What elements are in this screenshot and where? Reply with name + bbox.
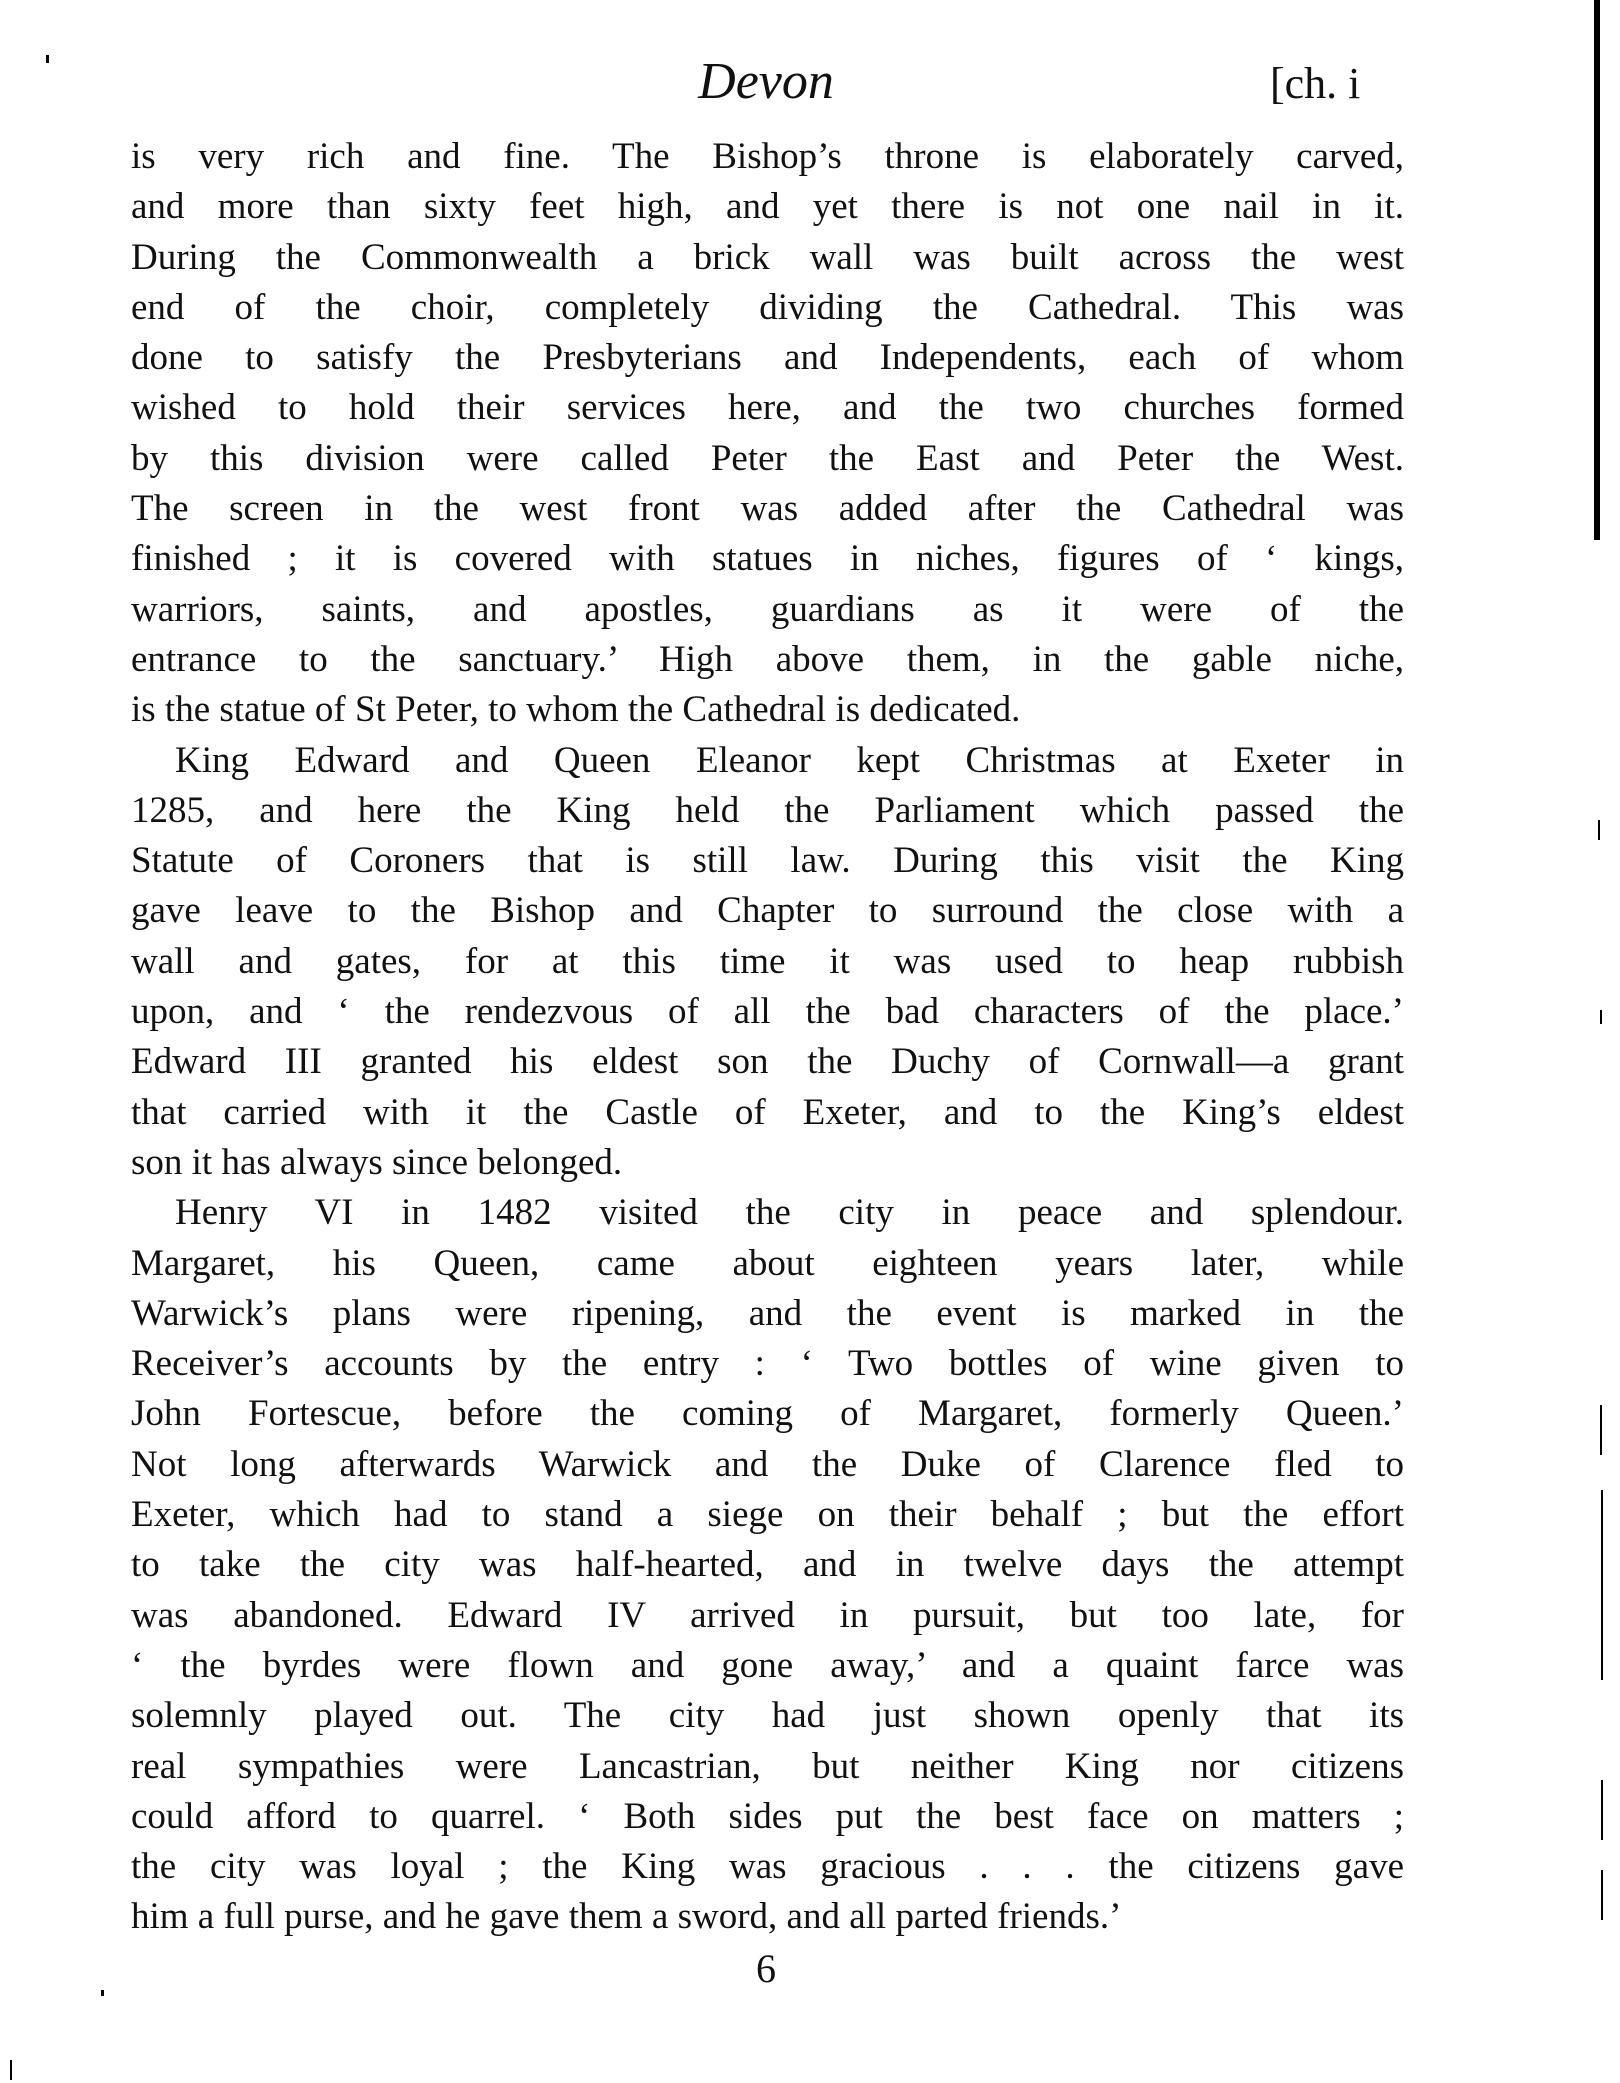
text-line: him a full purse, and he gave them a sword, and all parted friends.’ <box>131 1896 1122 1938</box>
page-number: 6 <box>756 1946 776 1991</box>
page-body <box>131 132 1404 1943</box>
text-line: wished to hold their services here, and the two churches formed <box>131 387 1404 429</box>
text-line: upon, and ‘ the rendezvous of all the bad characters of the place.’ <box>131 991 1404 1033</box>
text-line: During the Commonwealth a brick wall was built across the west <box>131 236 1404 278</box>
text-line: finished ; it is covered with statues in niches, figures of ‘ kings, <box>131 538 1404 580</box>
text-line: Edward III granted his eldest son the Duchy of Cornwall—a grant <box>131 1041 1404 1083</box>
text-line: and more than sixty feet high, and yet there is not one nail in it. <box>131 186 1404 228</box>
text-line: the city was loyal ; the King was gracious . . . the citizens gave <box>131 1846 1404 1888</box>
text-line: John Fortescue, before the coming of Margaret, formerly Queen.’ <box>131 1393 1404 1435</box>
text-line: Receiver’s accounts by the entry : ‘ Two bottles of wine given to <box>131 1343 1404 1385</box>
page-edge-shadow <box>1594 0 1600 540</box>
text-line: is very rich and fine. The Bishop’s throne is elaborately carved, <box>131 136 1404 177</box>
running-header-title: Devon <box>698 53 834 110</box>
text-line: son it has always since belonged. <box>131 1141 623 1183</box>
text-line: to take the city was half-hearted, and in twelve days the attempt <box>131 1544 1404 1586</box>
scan-mark <box>1598 820 1600 840</box>
chapter-marker: [ch. i <box>1270 59 1361 108</box>
scan-mark <box>1601 1780 1603 1840</box>
text-line: Not long afterwards Warwick and the Duke of Clarence fled to <box>131 1443 1404 1485</box>
text-line: 1285, and here the King held the Parliament which passed the <box>131 789 1404 831</box>
scan-mark <box>10 2060 12 2080</box>
text-line: King Edward and Queen Eleanor kept Christmas at Exeter in <box>175 739 1404 781</box>
text-line: is the statue of St Peter, to whom the Cathedral is dedicated. <box>131 689 1021 731</box>
text-line: warriors, saints, and apostles, guardians as it were of the <box>131 588 1404 630</box>
text-line: gave leave to the Bishop and Chapter to surround the close with a <box>131 890 1404 932</box>
text-line: was abandoned. Edward IV arrived in pursuit, but too late, for <box>131 1594 1404 1636</box>
text-line: could afford to quarrel. ‘ Both sides put the best face on matters ; <box>131 1795 1404 1837</box>
text-line: Exeter, which had to stand a siege on their behalf ; but the effort <box>131 1494 1404 1536</box>
scan-mark <box>1600 1010 1602 1024</box>
scan-mark <box>101 1990 104 1996</box>
text-line: solemnly played out. The city had just shown openly that its <box>131 1695 1404 1737</box>
text-line: ‘ the byrdes were flown and gone away,’ and a quaint farce was <box>131 1644 1404 1686</box>
text-line: that carried with it the Castle of Exeter, and to the King’s eldest <box>131 1091 1404 1133</box>
scan-mark <box>46 55 49 63</box>
text-line: Statute of Coroners that is still law. During this visit the King <box>131 840 1404 882</box>
text-line: end of the choir, completely dividing the Cathedral. This was <box>131 286 1404 328</box>
text-line: entrance to the sanctuary.’ High above them, in the gable niche, <box>131 638 1404 680</box>
text-line: The screen in the west front was added after the Cathedral was <box>131 488 1404 530</box>
scan-mark <box>1601 1490 1603 1680</box>
text-line: Margaret, his Queen, came about eighteen years later, while <box>131 1242 1404 1284</box>
text-line: real sympathies were Lancastrian, but neither King nor citizens <box>131 1745 1404 1787</box>
text-line: Warwick’s plans were ripening, and the event is marked in the <box>131 1292 1404 1334</box>
scan-mark <box>1600 1405 1602 1455</box>
text-line: wall and gates, for at this time it was used to heap rubbish <box>131 940 1404 982</box>
scan-mark <box>1601 1870 1603 1920</box>
text-line: Henry VI in 1482 visited the city in peace and splendour. <box>175 1192 1404 1234</box>
text-line: done to satisfy the Presbyterians and Independents, each of whom <box>131 337 1404 379</box>
text-line: by this division were called Peter the East and Peter the West. <box>131 437 1404 479</box>
